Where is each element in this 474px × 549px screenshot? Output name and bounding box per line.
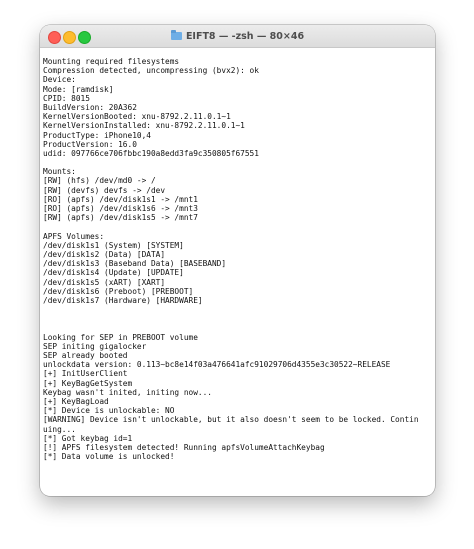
terminal-line: [RO] (apfs) /dev/disk1s1 -> /mnt1 xyxy=(43,194,198,204)
folder-icon xyxy=(171,32,182,40)
terminal-line: [*] Data volume is unlocked! xyxy=(43,452,175,462)
terminal-line: [+] KeyBagLoad xyxy=(43,396,109,406)
terminal-line xyxy=(43,314,432,323)
terminal-line: /dev/disk1s3 (Baseband Data) [BASEBAND] xyxy=(43,259,227,269)
terminal-line: [RW] (devfs) devfs -> /dev xyxy=(43,185,166,195)
terminal-line: [+] KeyBagGetSystem xyxy=(43,378,133,388)
terminal-line xyxy=(43,305,432,314)
terminal-line: [+] InitUserClient xyxy=(43,369,128,379)
terminal-line: Looking for SEP in PREBOOT volume xyxy=(43,332,198,342)
terminal-line: KernelVersionBooted: xnu-8792.2.11.0.1~1 xyxy=(43,112,231,122)
terminal-line xyxy=(43,158,432,167)
terminal-line: /dev/disk1s4 (Update) [UPDATE] xyxy=(43,268,184,278)
terminal-line: udid: 097766ce706fbbc190a8edd3fa9c350805f67551 xyxy=(43,148,259,158)
terminal-line: Compression detected, uncompressing (bvx2): ok xyxy=(43,66,259,76)
terminal-line: [*] Got keybag id=1 xyxy=(43,433,133,443)
terminal-line: unlockdata version: 0.113~bc8e14f03a476641afc91029706d4355e3c30522~RELEASE xyxy=(43,360,391,370)
terminal-line: [RW] (hfs) /dev/md0 -> / xyxy=(43,176,156,186)
terminal-line: CPID: 8015 xyxy=(43,93,90,103)
terminal-line: SEP initing gigalocker xyxy=(43,341,147,351)
window-title: EIFT8 — -zsh — 80×46 xyxy=(185,30,305,42)
terminal-line: /dev/disk1s7 (Hardware) [HARDWARE] xyxy=(43,295,203,305)
terminal-line: /dev/disk1s1 (System) [SYSTEM] xyxy=(43,240,184,250)
terminal-window xyxy=(40,25,435,496)
terminal-line: Mode: [ramdisk] xyxy=(43,84,114,94)
terminal-line: Mounts: xyxy=(43,167,76,177)
terminal-line: Device: xyxy=(43,75,76,85)
terminal-line xyxy=(43,222,432,231)
terminal-line: Keybag wasn't inited, initing now... xyxy=(43,387,212,397)
terminal-line: [!] APFS filesystem detected! Running apfsVolumeAttachKeybag xyxy=(43,442,325,452)
terminal-line: BuildVersion: 20A362 xyxy=(43,102,137,112)
terminal-line: [RO] (apfs) /dev/disk1s6 -> /mnt3 xyxy=(43,204,198,213)
terminal-line: /dev/disk1s2 (Data) [DATA] xyxy=(43,249,166,259)
terminal-line: [*] Device is unlockable: NO xyxy=(43,406,175,416)
terminal-line: /dev/disk1s5 (xART) [XART] xyxy=(43,277,166,287)
terminal-line: [WARNING] Device isn't unlockable, but it also doesn't seem to be locked. Contin xyxy=(43,415,419,425)
window-title-container xyxy=(40,25,435,47)
terminal-line: ProductVersion: 16.0 xyxy=(43,139,137,149)
terminal-line: /dev/disk1s6 (Preboot) [PREBOOT] xyxy=(43,286,194,296)
terminal-output[interactable] xyxy=(40,48,435,496)
title-bar[interactable] xyxy=(40,25,435,48)
terminal-line: Mounting required filesystems xyxy=(43,57,180,66)
terminal-line: [RW] (apfs) /dev/disk1s5 -> /mnt7 xyxy=(43,213,198,223)
terminal-line: uing... xyxy=(43,424,76,434)
terminal-line: SEP already booted xyxy=(43,351,128,360)
terminal-line: ProductType: iPhone10,4 xyxy=(43,130,151,140)
terminal-line: KernelVersionInstalled: xnu-8792.2.11.0.1~1 xyxy=(43,121,245,131)
terminal-line xyxy=(43,323,432,332)
terminal-line: APFS Volumes: xyxy=(43,231,105,241)
